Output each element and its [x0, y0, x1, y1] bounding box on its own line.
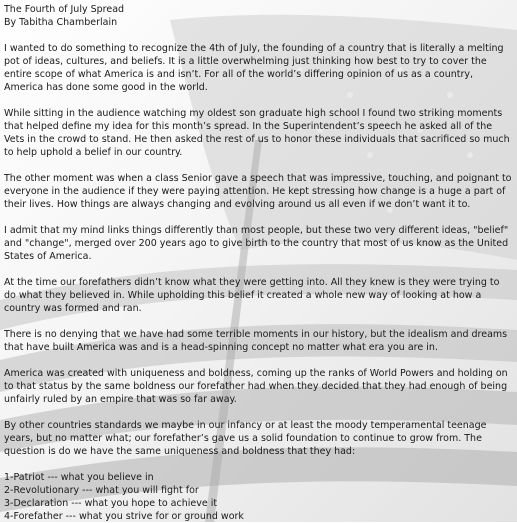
paragraph: By other countries standards we maybe in our infancy or at least the moody temperamental teenage years, but no matter what; our forefather’s gave us a solid foundation to continue to grow from. The question is do we have the same uniqueness and boldness that they had: [4, 420, 487, 457]
list-item: 2-Revolutionary --- what you will fight for [4, 485, 199, 496]
list-item: 3-Declaration --- what you hope to achieve it [4, 498, 218, 509]
paragraph: I wanted to do something to recognize the 4th of July, the founding of a country that is literally a melting pot of ideas, cultures, and beliefs. It is a little overwhelming just thinking how best to try to cover the entire scope of what America is and isn’t. For all of the world’s differing opinion of us as a country, America has done some good in the world. [4, 43, 504, 93]
paragraph: At the time our forefathers didn’t know what they were getting into. All they knew is they were trying to do what they believed in. While upholding this belief it created a whole new way of looking at how a country was formed and ran. [4, 277, 500, 314]
article-title: The Fourth of July Spread [4, 4, 125, 15]
paragraph: The other moment was when a class Senior gave a speech that was impressive, touching, and poignant to everyone in the audience if they were paying attention. He kept stressing how change is a huge a part of their lives. How things are always changing and evolving around us all even if we don’t want it to. [4, 173, 512, 210]
article-byline: By Tabitha Chamberlain [4, 17, 118, 28]
list-item: 4-Forefather --- what you strive for or ground work [4, 511, 244, 522]
paragraph: I admit that my mind links things differently than most people, but these two very different ideas, "belief" and "change", merged over 200 years ago to give birth to the country that most of us know as the United States of America. [4, 225, 509, 262]
paragraph: While sitting in the audience watching my oldest son graduate high school I found two striking moments that helped define my idea for this month’s spread. In the Superintendent’s speech he asked all of the Vets in the crowd to stand. He then asked the rest of us to honor these individuals that sacrificed so much to help uphold a belief in our country. [4, 108, 510, 158]
article [4, 3, 513, 523]
paragraph: There is no denying that we have had some terrible moments in our history, but the idealism and dreams that have built America was and is a head-spinning concept no matter what era you are in. [4, 329, 508, 353]
byline-spacer [4, 29, 513, 42]
question-list [4, 471, 513, 523]
list-item: 1-Patriot --- what you believe in [4, 472, 154, 483]
paragraph: America was created with uniqueness and boldness, coming up the ranks of World Powers and holding on to that status by the same boldness our forefather had when they decided that they had enough of being unfairly ruled by an empire that was so far away. [4, 368, 508, 405]
